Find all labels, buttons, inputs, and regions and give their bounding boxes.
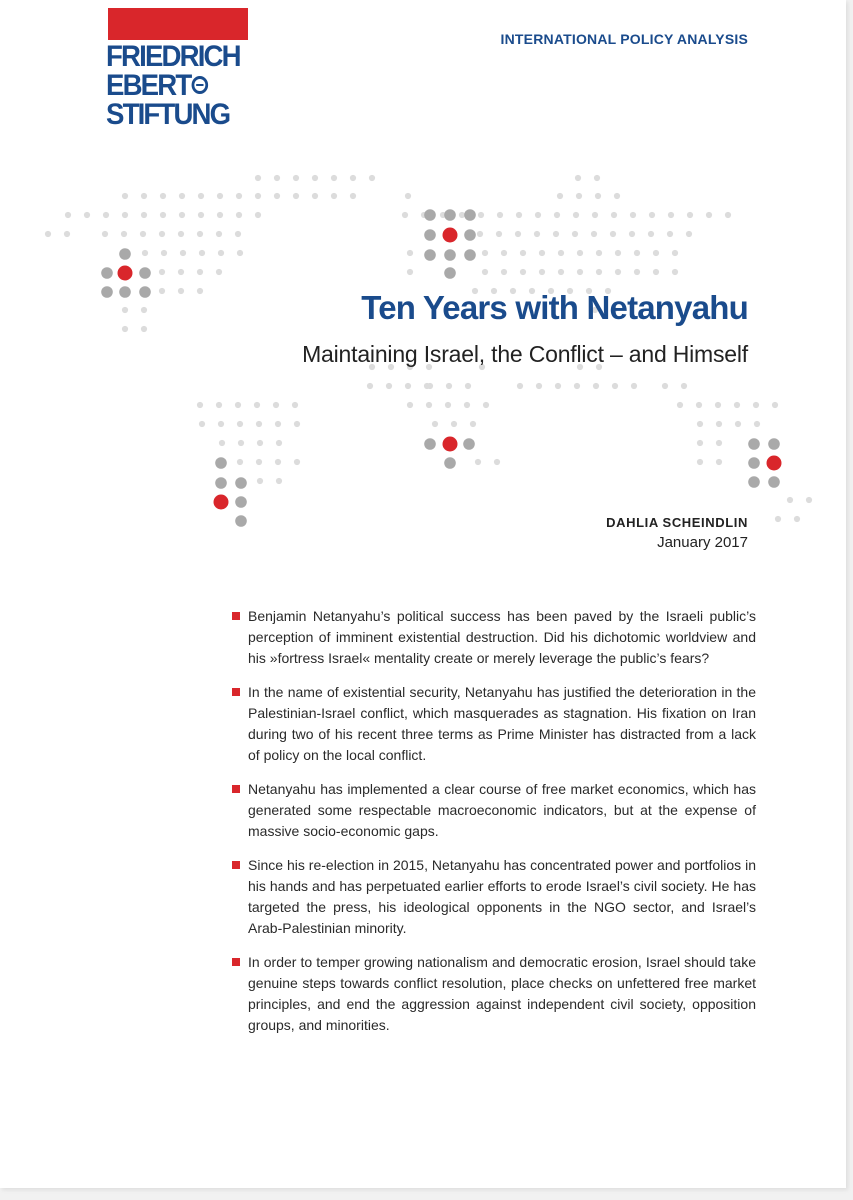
map-dot	[407, 250, 413, 256]
map-location-marker	[443, 228, 458, 243]
map-dot	[497, 212, 503, 218]
map-dot	[45, 231, 51, 237]
map-dot	[407, 269, 413, 275]
map-dot	[539, 250, 545, 256]
author-name: DAHLIA SCHEINDLIN	[606, 515, 748, 530]
map-dot	[369, 175, 375, 181]
map-dot	[794, 516, 800, 522]
map-dot	[426, 402, 432, 408]
map-dot	[536, 383, 542, 389]
map-dot	[122, 212, 128, 218]
logo-line-2: EBERT	[106, 71, 244, 100]
map-dot	[596, 250, 602, 256]
map-dot-highlight	[424, 438, 436, 450]
map-dot	[217, 193, 223, 199]
map-dot	[140, 231, 146, 237]
map-dot	[141, 212, 147, 218]
map-dot	[615, 269, 621, 275]
map-dot-highlight	[464, 209, 476, 221]
map-dot	[629, 231, 635, 237]
map-dot-highlight	[101, 267, 113, 279]
map-dot-highlight	[444, 267, 456, 279]
map-dot	[520, 269, 526, 275]
map-dot	[653, 250, 659, 256]
map-dot-highlight	[119, 286, 131, 298]
map-dot	[716, 459, 722, 465]
map-dot	[520, 250, 526, 256]
map-dot	[257, 440, 263, 446]
map-dot-highlight	[424, 229, 436, 241]
map-dot	[275, 459, 281, 465]
summary-text: In the name of existential security, Netanyahu has justified the deterioration in the Palestinian-Israel conflict, which masquerades as stagnation. His fixation on Iran during two of his recent three terms as Prime Minister has distracted from a lack of policy on the local conflict.	[248, 684, 756, 763]
map-dot	[198, 193, 204, 199]
map-dot	[715, 402, 721, 408]
map-dot	[734, 402, 740, 408]
map-dot	[216, 269, 222, 275]
map-dot	[775, 516, 781, 522]
map-dot-highlight	[463, 438, 475, 450]
map-dot	[662, 383, 668, 389]
map-dot	[159, 288, 165, 294]
map-dot	[255, 193, 261, 199]
map-dot	[367, 383, 373, 389]
map-dot	[331, 193, 337, 199]
map-dot-highlight	[748, 438, 760, 450]
map-dot	[648, 231, 654, 237]
map-dot	[199, 250, 205, 256]
map-location-marker	[767, 456, 782, 471]
map-dot	[236, 212, 242, 218]
map-dot	[275, 421, 281, 427]
map-dot	[405, 193, 411, 199]
map-dot	[516, 212, 522, 218]
report-title: Ten Years with Netanyahu	[361, 289, 748, 326]
map-dot	[427, 383, 433, 389]
map-dot	[217, 212, 223, 218]
map-dot	[218, 421, 224, 427]
map-dot	[386, 383, 392, 389]
map-dot-highlight	[444, 249, 456, 261]
map-dot	[178, 269, 184, 275]
map-dot	[312, 175, 318, 181]
map-dot	[294, 421, 300, 427]
map-dot	[534, 231, 540, 237]
map-dot	[754, 421, 760, 427]
map-dot	[630, 212, 636, 218]
map-dot-highlight	[748, 476, 760, 488]
map-dot	[716, 421, 722, 427]
map-dot	[350, 175, 356, 181]
map-dot	[160, 193, 166, 199]
logo-line-3: STIFTUNG	[106, 98, 230, 131]
map-dot	[706, 212, 712, 218]
summary-text: Netanyahu has implemented a clear course of free market economics, which has generated some respectable macroeconomic indicators, but at the expense of massive socio-economic gaps.	[248, 781, 756, 839]
map-location-marker	[118, 266, 133, 281]
map-dot	[576, 193, 582, 199]
map-dot	[273, 402, 279, 408]
map-dot	[557, 193, 563, 199]
map-dot	[577, 269, 583, 275]
bullet-square-icon	[232, 785, 240, 793]
bullet-square-icon	[232, 688, 240, 696]
map-dot	[596, 269, 602, 275]
map-dot	[465, 383, 471, 389]
map-dot	[615, 250, 621, 256]
map-dot	[697, 421, 703, 427]
map-dot	[649, 212, 655, 218]
map-dot	[672, 269, 678, 275]
map-dot	[535, 212, 541, 218]
map-dot-highlight	[215, 457, 227, 469]
summary-text: Benjamin Netanyahu’s political success has been paved by the Israeli public’s perception of imminent existential destruction. Did his dichotomic worldview and his »fortress Israel« mentality create or merely leverage the public’s fears?	[248, 608, 756, 666]
map-dot	[634, 269, 640, 275]
map-dot	[312, 193, 318, 199]
map-dot	[677, 402, 683, 408]
map-dot	[198, 212, 204, 218]
logo-line-1: FRIEDRICH	[106, 40, 240, 73]
map-dot	[459, 212, 465, 218]
map-dot	[197, 402, 203, 408]
map-dot	[255, 212, 261, 218]
map-dot	[179, 212, 185, 218]
map-dot	[141, 307, 147, 313]
map-dot	[65, 212, 71, 218]
map-dot	[482, 269, 488, 275]
map-dot	[501, 269, 507, 275]
map-dot	[293, 175, 299, 181]
map-dot	[594, 175, 600, 181]
map-dot-highlight	[464, 229, 476, 241]
map-dot	[219, 440, 225, 446]
map-dot	[276, 478, 282, 484]
map-dot-highlight	[768, 438, 780, 450]
map-dot	[197, 231, 203, 237]
map-dot	[257, 478, 263, 484]
map-dot-highlight	[119, 248, 131, 260]
summary-text: Since his re-election in 2015, Netanyahu has concentrated power and portfolios in his hands and has perpetuated earlier efforts to erode Israel’s civil society. He has targeted the press, his ideological opponents in the NGO sector, and Israel’s Arab-Palestinian minority.	[248, 857, 756, 936]
map-dot	[539, 269, 545, 275]
map-dot	[611, 212, 617, 218]
map-dot	[753, 402, 759, 408]
map-dot-highlight	[215, 477, 227, 489]
map-dot	[668, 212, 674, 218]
map-dot	[496, 231, 502, 237]
map-dot	[160, 212, 166, 218]
map-dot	[141, 193, 147, 199]
map-dot	[653, 269, 659, 275]
map-dot	[577, 250, 583, 256]
map-dot	[197, 269, 203, 275]
map-dot	[84, 212, 90, 218]
map-dot-highlight	[464, 249, 476, 261]
map-dot	[235, 231, 241, 237]
map-dot	[256, 421, 262, 427]
map-dot	[517, 383, 523, 389]
map-dot	[558, 250, 564, 256]
map-dot	[610, 231, 616, 237]
map-dot	[432, 421, 438, 427]
map-dot-highlight	[444, 209, 456, 221]
map-dot	[687, 212, 693, 218]
map-dot	[591, 231, 597, 237]
map-dot	[515, 231, 521, 237]
map-dot-highlight	[424, 249, 436, 261]
map-dot	[122, 307, 128, 313]
map-dot	[612, 383, 618, 389]
map-dot-highlight	[139, 267, 151, 279]
map-dot	[696, 402, 702, 408]
map-dot	[256, 459, 262, 465]
map-dot-highlight	[235, 515, 247, 527]
map-dot	[197, 288, 203, 294]
summary-list	[232, 606, 756, 1049]
map-dot-highlight	[101, 286, 113, 298]
map-dot	[331, 175, 337, 181]
map-dot	[178, 231, 184, 237]
map-dot	[142, 250, 148, 256]
map-dot	[494, 459, 500, 465]
map-dot	[477, 231, 483, 237]
map-dot-highlight	[768, 476, 780, 488]
map-dot-highlight	[444, 457, 456, 469]
map-dot	[350, 193, 356, 199]
map-dot	[475, 459, 481, 465]
map-dot	[667, 231, 673, 237]
series-label: INTERNATIONAL POLICY ANALYSIS	[500, 31, 748, 47]
summary-item	[232, 682, 756, 766]
map-dot	[478, 212, 484, 218]
map-dot	[716, 440, 722, 446]
map-dot	[501, 250, 507, 256]
map-dot	[574, 383, 580, 389]
map-dot	[255, 175, 261, 181]
map-dot	[681, 383, 687, 389]
map-dot	[216, 231, 222, 237]
map-dot	[141, 326, 147, 332]
map-dot	[402, 212, 408, 218]
map-dot	[595, 193, 601, 199]
map-dot	[122, 193, 128, 199]
publication-date: January 2017	[657, 534, 748, 551]
map-dot	[787, 497, 793, 503]
map-dot-highlight	[424, 209, 436, 221]
map-dot	[572, 231, 578, 237]
map-dot-highlight	[235, 477, 247, 489]
map-dot	[554, 212, 560, 218]
map-dot	[634, 250, 640, 256]
map-dot	[236, 193, 242, 199]
map-dot	[697, 459, 703, 465]
map-dot	[218, 250, 224, 256]
map-dot	[237, 459, 243, 465]
map-dot	[237, 421, 243, 427]
map-dot	[553, 231, 559, 237]
map-dot	[470, 421, 476, 427]
map-dot	[593, 383, 599, 389]
map-dot	[180, 250, 186, 256]
map-dot	[103, 212, 109, 218]
map-dot	[159, 231, 165, 237]
summary-item	[232, 606, 756, 669]
bullet-square-icon	[232, 958, 240, 966]
summary-item	[232, 855, 756, 939]
bullet-square-icon	[232, 861, 240, 869]
summary-text: In order to temper growing nationalism and democratic erosion, Israel should take genuine steps towards conflict resolution, place checks on unfettered free market principles, and end the aggression against independent civil society, opposition groups, and minorities.	[248, 954, 756, 1033]
map-dot	[161, 250, 167, 256]
map-location-marker	[443, 437, 458, 452]
map-dot	[558, 269, 564, 275]
map-dot	[238, 440, 244, 446]
map-dot	[407, 402, 413, 408]
map-dot	[276, 440, 282, 446]
map-dot	[274, 193, 280, 199]
map-dot	[274, 175, 280, 181]
map-dot	[293, 193, 299, 199]
map-dot	[592, 212, 598, 218]
map-dot	[235, 402, 241, 408]
map-dot	[614, 193, 620, 199]
map-dot-highlight	[748, 457, 760, 469]
map-dot	[806, 497, 812, 503]
map-dot	[294, 459, 300, 465]
map-dot	[405, 383, 411, 389]
map-dot	[254, 402, 260, 408]
map-location-marker	[214, 495, 229, 510]
map-dot	[482, 250, 488, 256]
bullet-square-icon	[232, 612, 240, 620]
summary-item	[232, 952, 756, 1036]
map-dot	[121, 231, 127, 237]
map-dot	[573, 212, 579, 218]
map-dot-highlight	[235, 496, 247, 508]
map-dot	[631, 383, 637, 389]
map-dot	[735, 421, 741, 427]
map-dot	[686, 231, 692, 237]
map-dot	[725, 212, 731, 218]
map-dot	[179, 193, 185, 199]
map-dot	[464, 402, 470, 408]
map-dot	[697, 440, 703, 446]
map-dot	[575, 175, 581, 181]
map-dot	[102, 231, 108, 237]
map-dot	[122, 326, 128, 332]
map-dot	[159, 269, 165, 275]
map-dot	[446, 383, 452, 389]
map-dot	[292, 402, 298, 408]
map-dot	[483, 402, 489, 408]
map-dot	[555, 383, 561, 389]
map-dot-highlight	[139, 286, 151, 298]
map-dot	[237, 250, 243, 256]
dot-world-map	[0, 0, 846, 560]
summary-item	[232, 779, 756, 842]
map-dot	[772, 402, 778, 408]
map-dot	[64, 231, 70, 237]
map-dot	[451, 421, 457, 427]
map-dot	[216, 402, 222, 408]
report-subtitle: Maintaining Israel, the Conflict – and Himself	[302, 341, 748, 367]
map-dot	[445, 402, 451, 408]
map-dot	[199, 421, 205, 427]
map-dot	[672, 250, 678, 256]
map-dot	[178, 288, 184, 294]
